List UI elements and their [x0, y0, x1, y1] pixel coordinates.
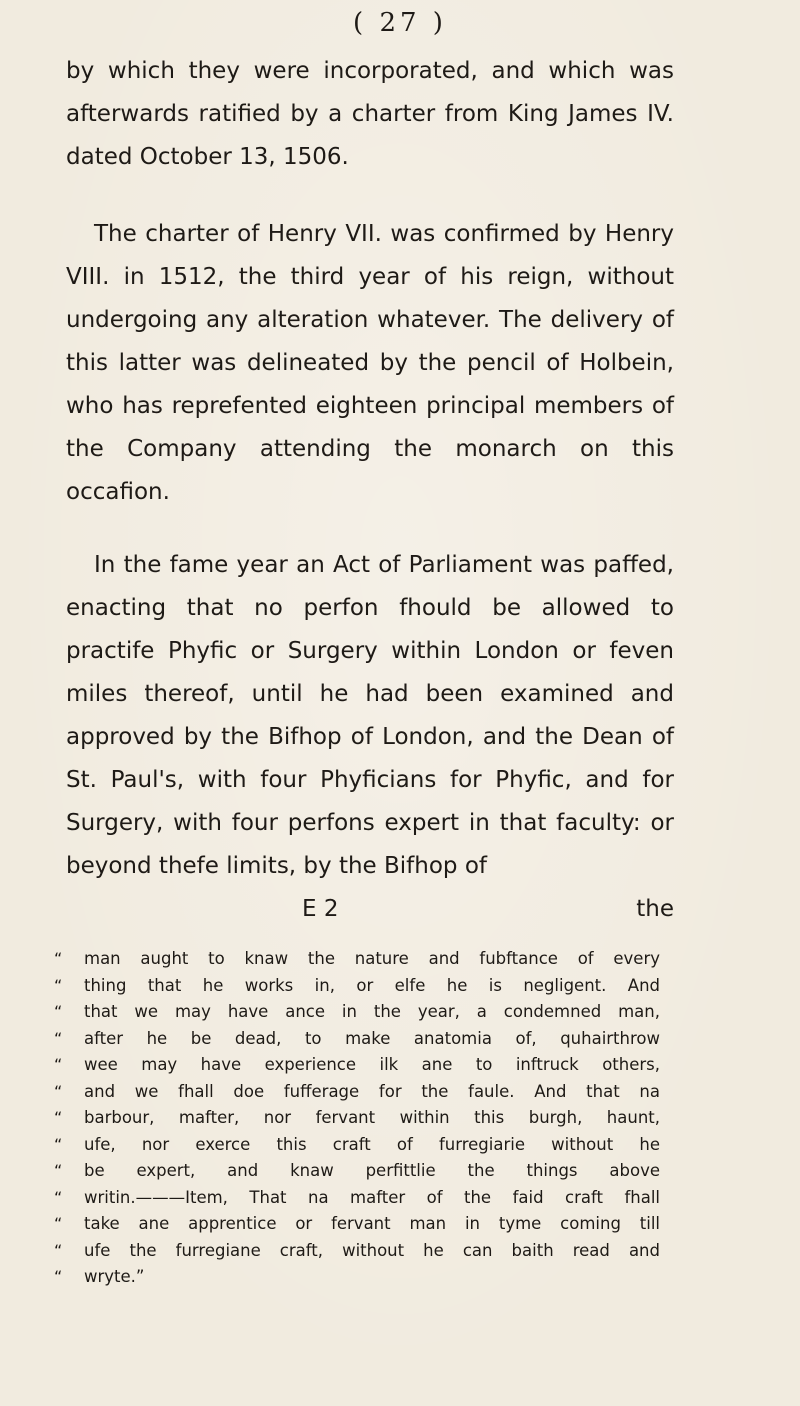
quote-mark: “ — [54, 975, 63, 995]
signature-mark: E 2 — [302, 896, 339, 922]
quote-mark: “ — [54, 1214, 63, 1233]
quote-mark: “ — [54, 1055, 63, 1074]
quote-line: “ be expert, and knaw perfittlie the things above — [84, 1158, 660, 1185]
quote-line: “ man aught to knaw the nature and fubftance of every — [84, 946, 660, 973]
quote-mark: “ — [54, 1240, 63, 1260]
quote-mark: “ — [54, 1187, 63, 1207]
quote-mark: “ — [54, 1267, 63, 1286]
quote-line: “ wee may have experience ilk ane to inftruck others, — [84, 1052, 660, 1079]
quote-line: “ that we may have ance in the year, a condemned man, — [84, 999, 660, 1026]
paragraph-1: by which they were incorporated, and which was afterwards ratified by a charter from King James IV. dated October 13, 1506. — [66, 58, 674, 170]
quote-mark: “ — [54, 949, 63, 968]
quote-line: “ after he be dead, to make anatomia of, quhairthrow — [84, 1026, 660, 1053]
signature-line — [66, 888, 674, 931]
quote-mark: “ — [54, 1134, 63, 1154]
quote-mark: “ — [54, 1108, 63, 1127]
quote-line: “ barbour, mafter, nor fervant within this burgh, haunt, — [84, 1105, 660, 1132]
paragraph-2: The charter of Henry VII. was confirmed by Henry VIII. in 1512, the third year of his reign, without undergoing any alteration whatever. The delivery of this latter was delineated by the pencil of Holbein, who has reprefented eighteen principal members of the Company attending the monarch on this occafion. — [66, 221, 674, 505]
quote-mark: “ — [54, 1002, 63, 1021]
quote-mark: “ — [54, 1028, 63, 1048]
quotation-block — [54, 946, 660, 1291]
catchword: the — [636, 896, 674, 922]
quote-line: “ thing that he works in, or elfe he is negligent. And — [84, 973, 660, 1000]
quote-line: “ writin.———Item, That na mafter of the faid craft fhall — [84, 1185, 660, 1212]
quote-line-last: “ wryte.” — [84, 1264, 660, 1291]
main-text — [66, 50, 674, 931]
quote-mark: “ — [54, 1081, 63, 1101]
quote-line: “ ufe the furregiane craft, without he can baith read and — [84, 1238, 660, 1265]
quote-line: “ take ane apprentice or fervant man in tyme coming till — [84, 1211, 660, 1238]
quote-line: “ and we fhall doe fufferage for the faule. And that na — [84, 1079, 660, 1106]
paragraph-3: In the fame year an Act of Parliament was paffed, enacting that no perfon fhould be allowed to practife Phyfic or Surgery within London or feven miles thereof, until he had been examined and approved by the Bifhop of London, and the Dean of St. Paul's, with four Phyficians for Phyfic, and for Surgery, with four perfons expert in that faculty: or beyond thefe limits, by the Bifhop of — [66, 552, 674, 879]
page-number: ( 27 ) — [353, 8, 447, 38]
quote-mark: “ — [54, 1161, 63, 1180]
quote-line: “ ufe, nor exerce this craft of furregiarie without he — [84, 1132, 660, 1159]
